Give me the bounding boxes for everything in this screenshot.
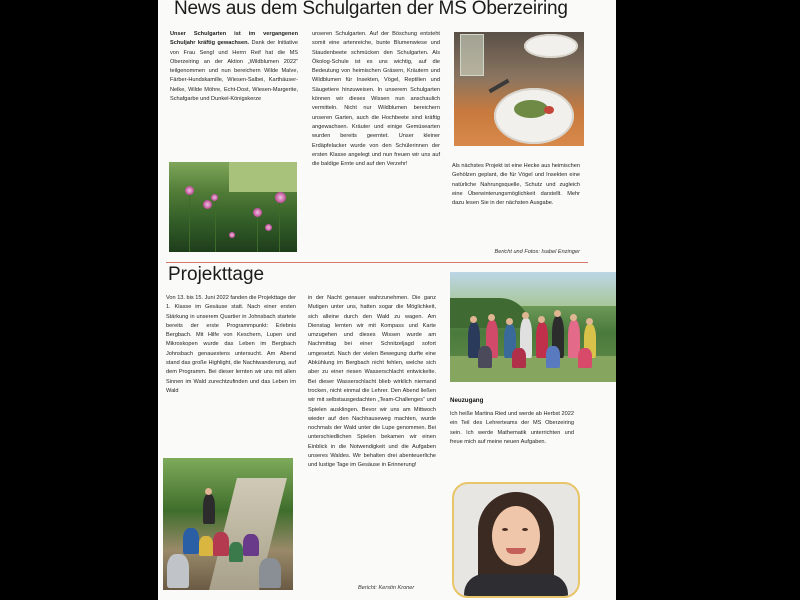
article-title-schulgarten: News aus dem Schulgarten der MS Oberzeiring	[174, 0, 568, 19]
article1-column2: unseren Schulgarten. Auf der Böschung entsteht somit eine artenreiche, bunte Blumenwiese und Staudenbeete schmücken den Schulgarten. Als Ökolog-Schule ist es uns wichtig, auf die Bedeutung von heimischen Gräsern, Kräutern und Wildblumen für Insekten, Vögel, Reptilien und Säugetiere hinzuweisen. In unserem Schulgarten können wir dieses Wissen nun anschaulich vermitteln. Nicht nur Wildblumen bereichern unseren Garten, auch die Hochbeete sind kräftig angewachsen. Kräuter und einige Gemüsearten wurden bereits geerntet. Unser kleiner Erdäpfelacker wurde von den Schülerinnen der ersten Klasse angelegt und nun freuen wir uns auf die baldige Ernte und auf den Verzehr!	[312, 31, 440, 168]
neuzugang-text: Ich heiße Martina Ried und werde ab Herbst 2022 ein Teil des Lehrerteams der MS Oberzeiring sein. Ich werde Mathematik unterrichten und freue mich auf meine neuen Aufgaben.	[450, 411, 574, 445]
article2-column2: in der Nacht genauer wahrzunehmen. Die ganz Mutigen unter uns, hatten sogar die Möglichkeit, sich alleine durch den Wald zu wagen. Am Dienstag lernten wir mit Kompass und Karte umzugehen und dieses Wissen wurde am Nachmittag bei einer Schnitzeljagd sofort umgesetzt. Nach der vielen Bewegung durfte eine Abkühlung im Bergbach nicht fehlen, welche sich aber zu einer riesen Wasserschlacht entwickelte. Bei dieser Wasserschlacht blieb wirklich niemand trocken, nicht einmal die Lehrer. Den Abend ließen wir mit selbstausgedachten „Team-Challenges“ und Spielen ausklingen. Bevor wir uns am Mittwoch wieder auf den Nachhauseweg machten, wurde nochmals der Wald unter die Lupe genommen. Bei unterschiedlichen Spielen bekamen wir einen Einblick in die Notwendigkeit und die Aufgaben unseres Waldes. Wir behalten drei abenteuerliche und lustige Tage im Gesäuse in Erinnerung!	[308, 295, 436, 469]
class-group-photo	[450, 272, 616, 382]
article1-lead: Unser Schulgarten ist im vergangenen Schuljahr kräftig gewachsen.	[170, 31, 298, 47]
garden-food-photo	[454, 32, 584, 146]
forest-group-photo	[163, 458, 293, 590]
article1-column3: Als nächstes Projekt ist eine Hecke aus heimischen Gehölzen geplant, die für Vögel und Insekten eine natürliche Nahrungsquelle, Schutz und zugleich eine Überwinterungsmöglichkeit darstellt. Mehr dazu lesen Sie in der nächsten Ausgabe.	[452, 163, 580, 207]
article-title-projekttage: Projekttage	[168, 264, 265, 285]
article2-column1: Von 13. bis 15. Juni 2022 fanden die Projekttage der 1. Klasse im Gesäuse statt. Nach einer ersten Stärkung in unserem Quartier in Johnsbach startete bereits der erste Programmpunkt: Erlebnis Bergbach. Mit Hilfe von Keschern, Lupen und Mikroskopen wurde das Leben im Bergbach Johnsbach genauestens untersucht. Am Abend stand das große Highlight, die Nachtwanderung, auf dem Programm. Bei dieser lernten wir uns mit allen Sinnen im Wald zurechtzufinden und das Leben im Wald	[166, 295, 296, 394]
wildflowers-photo	[169, 162, 297, 252]
section-divider	[166, 262, 588, 263]
article1-credit: Bericht und Fotos: Isabel Enzinger	[494, 249, 580, 255]
neuzugang-heading: Neuzugang	[450, 397, 484, 404]
newsletter-page	[158, 0, 616, 600]
article1-col1-text: Dank der Initiative von Frau Sengl und Herrn Reif hat die MS Oberzeiring an der Aktion „Wildblumen 2022“ teilgenommen und nun bereichern Wilde Malve, Färber-Hundskamille, Wiesen-Salbei, Karthäuser-Nelke, Wilde Möhre, Echt-Dost, Wiesen-Margerite, Schafgarbe und Dunkel-Königskerze	[170, 40, 298, 103]
article1-column1	[170, 30, 298, 104]
article2-credit: Bericht: Kerstin Kroner	[358, 585, 415, 591]
teacher-portrait-photo	[452, 482, 580, 598]
